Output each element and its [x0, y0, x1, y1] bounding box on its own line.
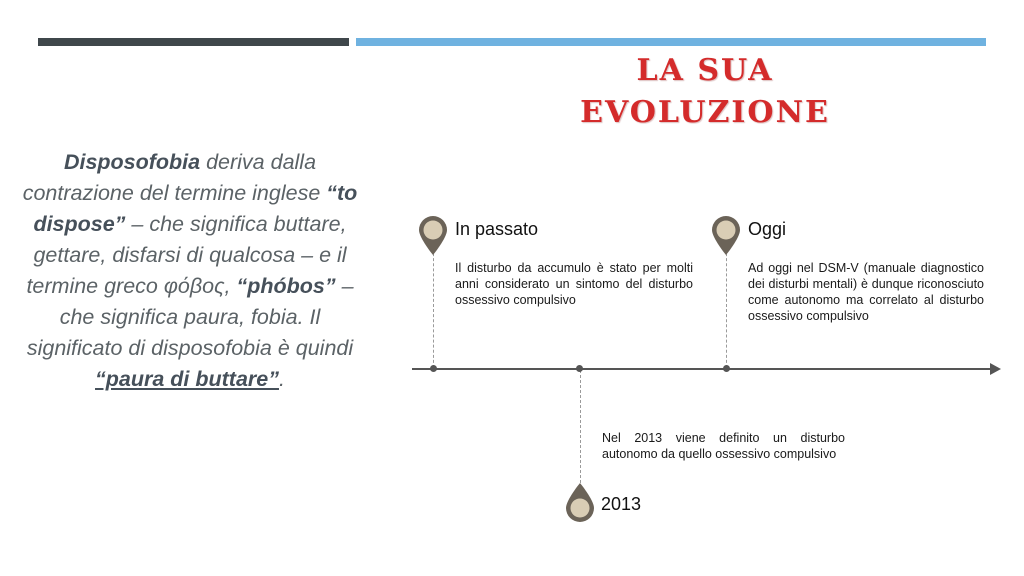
timeline-axis — [412, 368, 992, 370]
definition-part: – che significa buttare, gettare, disfarsi di qualcosa – e il termine greco φόβος, — [26, 212, 347, 298]
header-bar-dark — [38, 38, 349, 46]
event-title-today: Oggi — [748, 219, 787, 239]
definition-part: – che significa paura, fobia. Il significato di disposofobia è quindi — [26, 274, 354, 360]
event-text-past: Il disturbo da accumulo è stato per molti anni considerato un sintomo del disturbo ossessivo compulsivo — [455, 261, 693, 307]
map-pin-icon — [710, 214, 742, 256]
event-title-2013: 2013 — [601, 494, 642, 514]
event-text-2013: Nel 2013 viene definito un disturbo autonomo da quello ossessivo compulsivo — [602, 431, 845, 461]
timeline-dot-past — [430, 365, 437, 372]
definition-part: . — [278, 367, 285, 391]
definition-text — [22, 147, 358, 395]
definition-part: deriva dalla contrazione del termine inglese — [22, 150, 327, 205]
map-pin-icon — [417, 214, 449, 256]
slide-title — [560, 50, 850, 134]
timeline-arrow-icon — [990, 363, 1001, 375]
definition-term: Disposofobia — [63, 150, 201, 174]
definition-english-term: “to dispose” — [33, 181, 358, 236]
map-pin-icon — [564, 482, 596, 524]
timeline-dot-2013 — [576, 365, 583, 372]
header-bar-blue — [356, 38, 986, 46]
timeline-connector-2013 — [580, 370, 581, 488]
slide-title-line2: EVOLUZIONE — [580, 95, 830, 130]
definition-greek-term: “phóbos” — [236, 274, 336, 298]
event-title-past: In passato — [455, 219, 539, 239]
slide-title-line1: LA SUA — [636, 53, 774, 88]
timeline-dot-today — [723, 365, 730, 372]
timeline-connector-past — [433, 248, 434, 368]
definition-meaning: “paura di buttare” — [95, 367, 279, 391]
event-text-today: Ad oggi nel DSM-V (manuale diagnostico dei disturbi mentali) è dunque riconosciuto come autonomo ma correlato al disturbo ossessivo compulsivo — [748, 261, 984, 323]
timeline-connector-today — [726, 248, 727, 368]
